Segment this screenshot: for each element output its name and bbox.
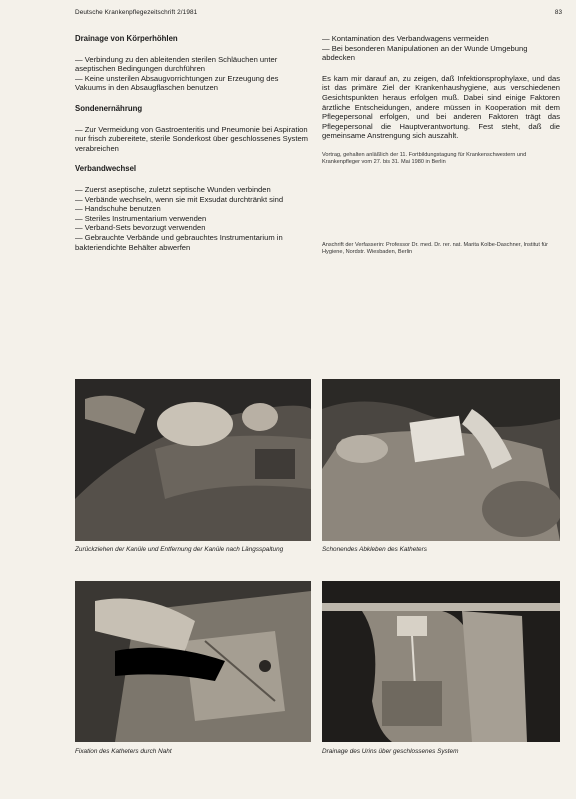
figure-caption: Drainage des Urins über geschlossenes System — [322, 748, 459, 755]
list-item: — Verbindung zu den ableitenden sterilen Schläuchen unter aseptischen Bedingungen durchführen — [75, 54, 278, 74]
section-heading: Drainage von Körperhöhlen — [75, 34, 178, 43]
photo-image — [322, 379, 560, 541]
photo-urine-drainage — [322, 581, 560, 742]
list-item: — Zuerst aseptische, zuletzt septische Wunden verbinden — [75, 184, 271, 194]
section-sondenernaehrung — [75, 104, 311, 153]
figure-caption: Zurückziehen der Kanüle und Entfernung der Kanüle nach Längsspaltung — [75, 546, 284, 553]
left-column — [75, 34, 311, 263]
photo-cannula-removal — [75, 379, 311, 541]
photo-image — [75, 379, 311, 541]
list-item: — Gebrauchte Verbände und gebrauchtes Instrumentarium in bakteriendichte Behälter abwerfen — [75, 232, 283, 252]
figure-caption: Fixation des Katheters durch Naht — [75, 748, 172, 755]
section-heading: Sondenernährung — [75, 103, 143, 113]
running-head: Deutsche Krankenpflegezeitschrift 2/1981 — [75, 9, 198, 16]
photo-image — [75, 581, 311, 742]
footnote: Vortrag, gehalten anläßlich der 11. Fortbildungstagung für Krankenschwestern und Krankenpfleger vom 27. bis 31. Mai 1980 in Berlin — [322, 151, 527, 165]
item-list — [75, 185, 311, 252]
author-address: Anschrift der Verfasserin: Professor Dr. med. Dr. rer. nat. Marita Kolbe-Daschner, Institut für Hygiene, Nordstr. Wiesbaden, Berlin — [322, 241, 549, 255]
section-heading: Verbandwechsel — [75, 164, 137, 174]
body-paragraph: Es kam mir darauf an, zu zeigen, daß Infektionsprophylaxe, und das ist das primäre Ziel der Krankenhaushygiene, aus verschiedenen Gesichtspunkten heraus erfolgen muß. Dabei sind einige Faktoren ärztliche Entscheidungen, andere müssen in Kooperation mit dem Pflegepersonal erfolgen, und bei anderen Faktoren trägt das Pflegepersonal die Hauptverantwortung. Fest steht, daß die gemeinsame Anstrengung sich auszahlt. — [322, 73, 560, 141]
list-item: — Verband-Sets bevorzugt verwenden — [75, 223, 206, 233]
list-item: — Verbände wechseln, wenn sie mit Exsudat durchtränkt sind — [75, 194, 284, 204]
list-item: — Steriles Instrumentarium verwenden — [75, 213, 207, 223]
photo-image — [322, 581, 560, 742]
section-verbandwechsel — [75, 164, 311, 252]
item-list — [322, 34, 560, 63]
list-item: — Keine unsterilen Absaugvorrichtungen zur Erzeugung des Vakuums in den Absaugflaschen benutzen — [75, 73, 279, 93]
page-number: 83 — [554, 9, 562, 16]
list-item: — Bei besonderen Manipulationen an der Wunde Umgebung abdecken — [322, 43, 528, 63]
list-item: — Handschuhe benutzen — [75, 204, 161, 214]
item-list — [75, 55, 311, 93]
right-column — [322, 34, 560, 256]
photo-catheter-taping — [322, 379, 560, 541]
photo-catheter-suture — [75, 581, 311, 742]
figure-caption: Schonendes Abkleben des Katheters — [322, 546, 427, 553]
list-item: — Zur Vermeidung von Gastroenteritis und Pneumonie bei Aspiration nur frisch zubereitete, sterile Sonderkost über geschlossenes System verabreichen — [75, 124, 308, 153]
section-drainage — [75, 34, 311, 93]
list-item: — Kontamination des Verbandwagens vermeiden — [322, 34, 489, 43]
item-list — [75, 125, 311, 154]
